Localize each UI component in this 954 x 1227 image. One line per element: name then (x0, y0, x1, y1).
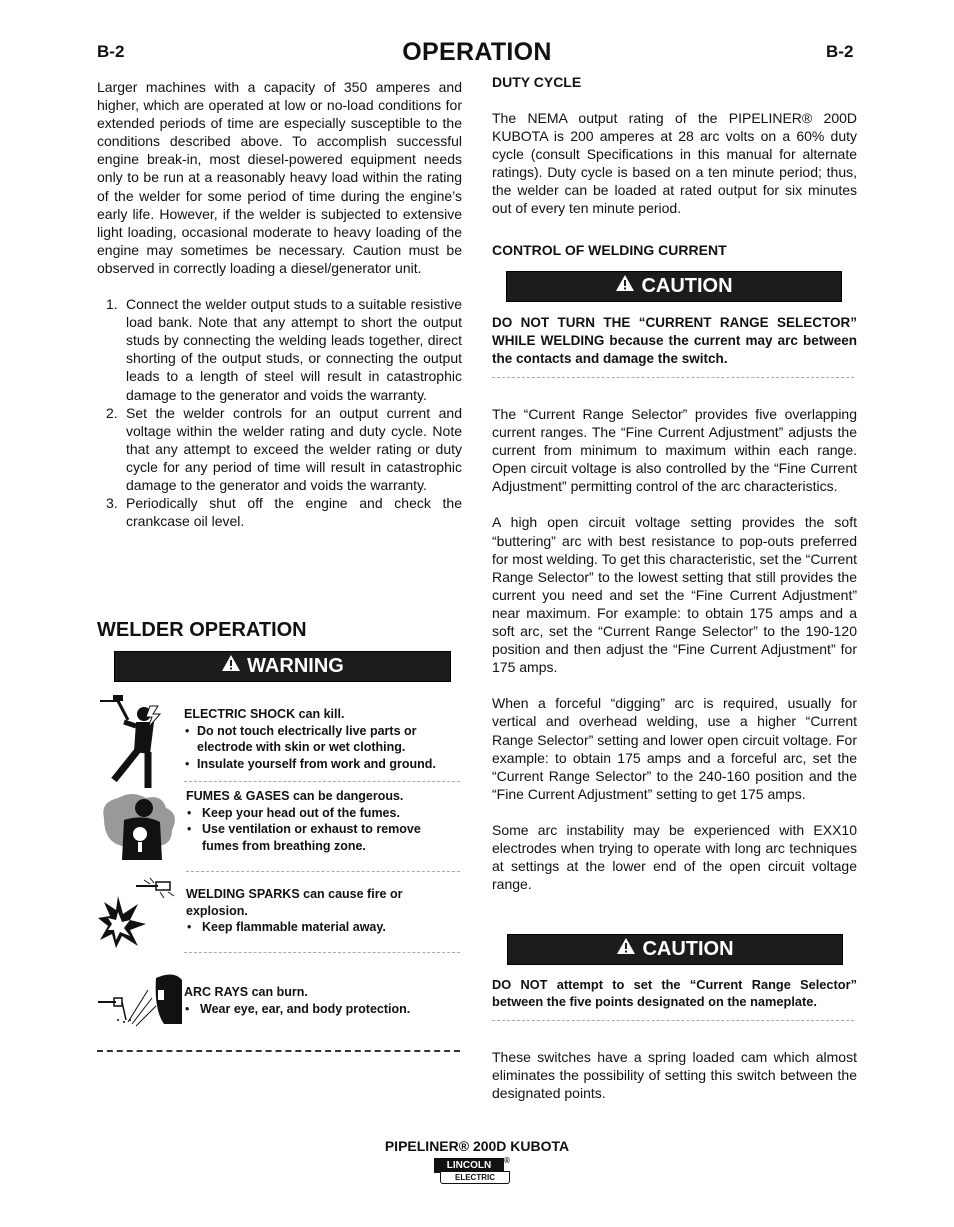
divider (184, 781, 460, 782)
hazard-item: • Wear eye, ear, and body protection. (185, 1001, 411, 1016)
caution-banner-2 (507, 934, 843, 965)
divider (492, 1020, 854, 1021)
page-title: OPERATION (402, 38, 552, 66)
caution-label: CAUTION (642, 938, 734, 960)
duty-cycle-text: The NEMA output rating of the PIPELINER® 200D KUBOTA is 200 amperes at 28 arc volts on a 60% duty cycle (consult Specifications in this manual for alternate ratings). Duty cycle is based on a ten minute period; thus, the welder can be loaded at rated output for six minutes out of every ten minute period. (492, 110, 857, 217)
intro-paragraph: Larger machines with a capacity of 350 amperes and higher, which are operated at low or no-load conditions for extended periods of time are especially susceptible to the conditions described above. To accomplish successful engine break-in, most diesel-powered equipment needs only to be run at a reasonably heavy load within the rating of the welder for some period of time during the engine’s early life. However, if the welder is subjected to extensive light loading, occasional moderate to heavy loading of the engine may sometimes be necessary. Caution must be observed in correctly loading a diesel/generator unit. (97, 79, 462, 276)
arc-rays-icon (98, 970, 182, 1035)
caution-2-text: DO NOT attempt to set the “Current Range Selector” between the five points designated on the nameplate. (492, 977, 857, 1009)
footer-model-name: PIPELINER® 200D KUBOTA (384, 1138, 570, 1154)
hazard-item: • Insulate yourself from work and ground. (185, 756, 436, 771)
hazard-item: • Do not touch electrically live parts or electrode with skin or wet clothing. (185, 723, 417, 754)
logo-bottom: ELECTRIC (440, 1171, 510, 1184)
control-current-heading: CONTROL OF WELDING CURRENT (492, 242, 727, 258)
hazard-item: • Keep flammable material away. (187, 920, 386, 934)
paragraph: The “Current Range Selector” provides five overlapping current ranges. The “Fine Current Adjustment” adjusts the current from minimum to maximum within each range. Open circuit voltage is also controlled by the “Fine Current Adjustment” permitting control of the arc characteristics. (492, 406, 857, 495)
caution-1-text: DO NOT TURN THE “CURRENT RANGE SELECTOR” WHILE WELDING because the current may arc between the contacts and damage the switch. (492, 315, 857, 366)
step-item: 3. Periodically shut off the engine and check the crankcase oil level. (106, 495, 462, 530)
hazard-title: ELECTRIC SHOCK can kill. (184, 707, 345, 721)
closing-paragraph: These switches have a spring loaded cam which almost eliminates the possibility of setting this switch between the designated points. (492, 1049, 857, 1102)
page-number-left: B-2 (97, 42, 125, 61)
divider (492, 377, 854, 378)
hazard-title: FUMES & GASES can be dangerous. (186, 789, 404, 803)
hazard-item: • Keep your head out of the fumes. (187, 805, 400, 820)
break-in-steps (97, 295, 462, 530)
caution-label: CAUTION (641, 275, 733, 297)
electric-shock-warning (184, 706, 464, 772)
paragraph: When a forceful “digging” arc is required, usually for vertical and overhead welding, use a higher “Current Range Selector” setting and lower open circuit voltage. For example: to obtain 175 amps and a forceful arc, set the “Current Range Selector” to the 240-160 position and the “Fine Current Adjustment” setting to get 175 amps. (492, 695, 857, 802)
arc-rays-warning (184, 984, 460, 1017)
divider (186, 871, 460, 872)
electric-shock-icon (98, 692, 168, 797)
fumes-gases-warning (186, 788, 461, 854)
warning-triangle-icon (616, 935, 636, 964)
hazard-title: WELDING SPARKS can cause fire or explosion. (186, 887, 403, 918)
paragraph: Some arc instability may be experienced with EXX10 electrodes when trying to operate with long arc techniques at settings at the lower end of the open circuit voltage range. (492, 821, 857, 893)
caution-banner-1 (506, 271, 842, 302)
welding-sparks-icon (98, 876, 178, 956)
welding-sparks-warning (186, 886, 461, 936)
warning-triangle-icon (221, 652, 241, 681)
warning-triangle-icon (615, 272, 635, 301)
left-column (97, 78, 462, 530)
right-body (492, 405, 857, 893)
warning-banner (114, 651, 451, 682)
step-item: 1. Connect the welder output studs to a suitable resistive load bank. Note that any attempt to short the output studs by connecting the welding leads together, direct shorting of the output studs, or connecting the output leads to a length of steel will result in catastrophic damage to the generator and voids the warranty. (106, 296, 462, 403)
lincoln-electric-logo (434, 1158, 510, 1184)
paragraph: A high open circuit voltage setting provides the soft “buttering” arc with best resistance to pop-outs preferred for most welding. To get this characteristic, set the “Current Range Selector” to the lowest setting that still provides the current you need and set the “Fine Current Adjustment” near maximum. For example: to obtain 175 amps and a soft arc, set the “Current Range Selector” to the 190-120 position and then adjust the “Fine Current Adjustment” for 175 amps. (492, 514, 857, 676)
welder-operation-heading: WELDER OPERATION (97, 619, 307, 641)
step-item: 2. Set the welder controls for an output current and voltage within the welder rating and duty cycle. Note that any attempt to exceed the welder rating or duty cycle for any period of time will result in catastrophic damage to the generator and voids the warranty. (106, 404, 462, 493)
hazard-item: • Use ventilation or exhaust to remove fumes from breathing zone. (187, 822, 421, 853)
warning-label: WARNING (247, 655, 344, 677)
logo-registered: ® (504, 1156, 510, 1165)
hazard-title: ARC RAYS can burn. (184, 985, 308, 999)
duty-cycle-heading: DUTY CYCLE (492, 74, 582, 90)
divider (184, 952, 460, 953)
section-divider (97, 1050, 460, 1052)
logo-top: LINCOLN (434, 1158, 504, 1173)
page-number-right: B-2 (826, 42, 854, 61)
fumes-gases-icon (100, 790, 180, 870)
